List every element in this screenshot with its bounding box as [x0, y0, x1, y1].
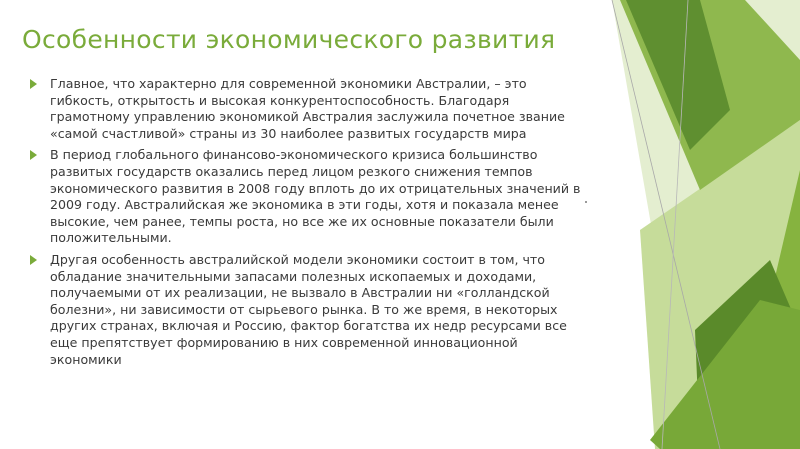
bullet-text: Другая особенность австралийской модели экономики состоит в том, что обладание значительными запасами полезных ископаемых и доходами, получаемыми от их реализации, не вызвало в Австралии ни «голландской болезни», ни зависимости от сырьевого рынка. В то же время, в некоторых других странах, включая и Россию, фактор богатства их недр ресурсами все еще препятствует формированию в них современной инновационной экономики [50, 251, 567, 367]
bullet-list [30, 76, 586, 373]
bullet-arrow-icon [30, 255, 37, 265]
bullet-text: В период глобального финансово-экономического кризиса большинство развитых государств оказались перед лицом резкого снижения темпов экономического развития в 2008 году вплоть до их отрицательных значений в 2009 году. Австралийская же экономика в эти годы, хотя и показала менее высокие, чем ранее, темпы роста, но все же их основные показатели были положительными. [50, 147, 581, 246]
bullet-item [30, 147, 586, 247]
slide-title: Особенности экономического развития [22, 25, 556, 54]
bullet-arrow-icon [30, 79, 37, 89]
bullet-item [30, 76, 586, 142]
bullet-text: Главное, что характерно для современной экономики Австралии, – это гибкость, открытость и высокая конкурентоспособность. Благодаря грамотному управлению экономикой Австралия заслужила почетное звание «самой счастливой» страны из 30 наиболее развитых государств мира [50, 76, 565, 141]
bullet-arrow-icon [30, 150, 37, 160]
bullet-item [30, 252, 586, 368]
